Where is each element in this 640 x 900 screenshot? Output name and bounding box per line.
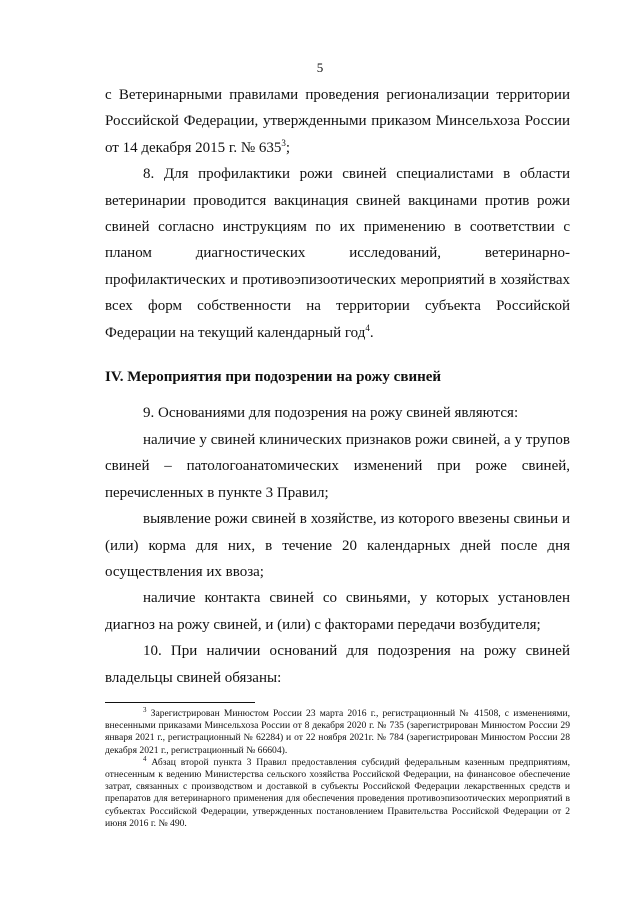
paragraph-9-grounds: 9. Основаниями для подозрения на рожу свиней являются: [143,405,519,422]
footnote-ref-4: 4 [365,322,370,333]
footnote-ref-3: 3 [281,137,286,148]
footnote-separator [105,702,255,703]
paragraph-regionalization: с Ветеринарными правилами проведения регионализации территории Российской Федерации, утвержденными приказом Минсельхоза России от 14 декабря 2015 г. № $635^3$; [105,87,570,156]
paragraph-8-vaccination: 8. Для профилактики рожи свиней специалистами в области ветеринарии проводится вакцинация свиней вакцинами против рожи свиней согласно инструкциям по их применению в соответствии с планом диагностических исследований, ветеринарно-профилактических и противоэпизоотических мероприятий в хозяйствах всех форм собственности на территории субъекта Российской Федерации на текущий календарный год$^4$. [105,166,570,341]
footnotes [105,705,570,830]
footnote-marker: 4 [143,754,147,763]
paragraph-clinical-signs: наличие у свиней клинических признаков рожи свиней, а у трупов свиней – патологоанатомических изменений при роже свиней, перечисленных в пункте 3 Правил; [105,431,570,501]
footnote-4: $^4$ Абзац второй пункта 3 Правил предоставления субсидий федеральным казенным предприятиям, отнесенным к ведению Министерства сельского хозяйства Российской Федерации, на финансовое обеспечение затрат, связанных с производством и доставкой в субъекты Российской Федерации лекарственных средств и препаратов для ветеринарного применения для обеспечения проведения противоэпизоотических мероприятий в субъектах Российской Федерации, утвержденных постановлением Правительства Российской Федерации от 2 июня 2016 г. № 490. [105,754,570,829]
paragraph-contact: наличие контакта свиней со свиньями, у которых установлен диагноз на рожу свиней, и (или) с факторами передачи возбудителя; [105,590,570,633]
paragraph-detection-in-farm: выявление рожи свиней в хозяйстве, из которого ввезены свиньи и (или) корма для них, в течение 20 календарных дней после дня осуществления их ввоза; [105,511,570,580]
paragraph-10-obligations: 10. При наличии оснований для подозрения на рожу свиней владельцы свиней обязаны: [105,643,570,686]
section-heading: IV. Мероприятия при подозрении на рожу свиней [105,369,442,386]
document-body [105,82,570,691]
footnote-marker: 3 [143,705,147,714]
footnote-3: $^3$ Зарегистрирован Минюстом России 23 марта 2016 г., регистрационный № 41508, с изменениями, внесенными приказами Минсельхоза России от 8 декабря 2020 г. № 735 (зарегистрирован Минюстом России 29 января 2021 г., регистрационный № 62284) и от 22 ноября 2021г. № 784 (зарегистрирован Минюстом России 28 декабря 2021 г., регистрационный № 66604). [105,705,570,756]
page-number: 5 [316,60,324,75]
